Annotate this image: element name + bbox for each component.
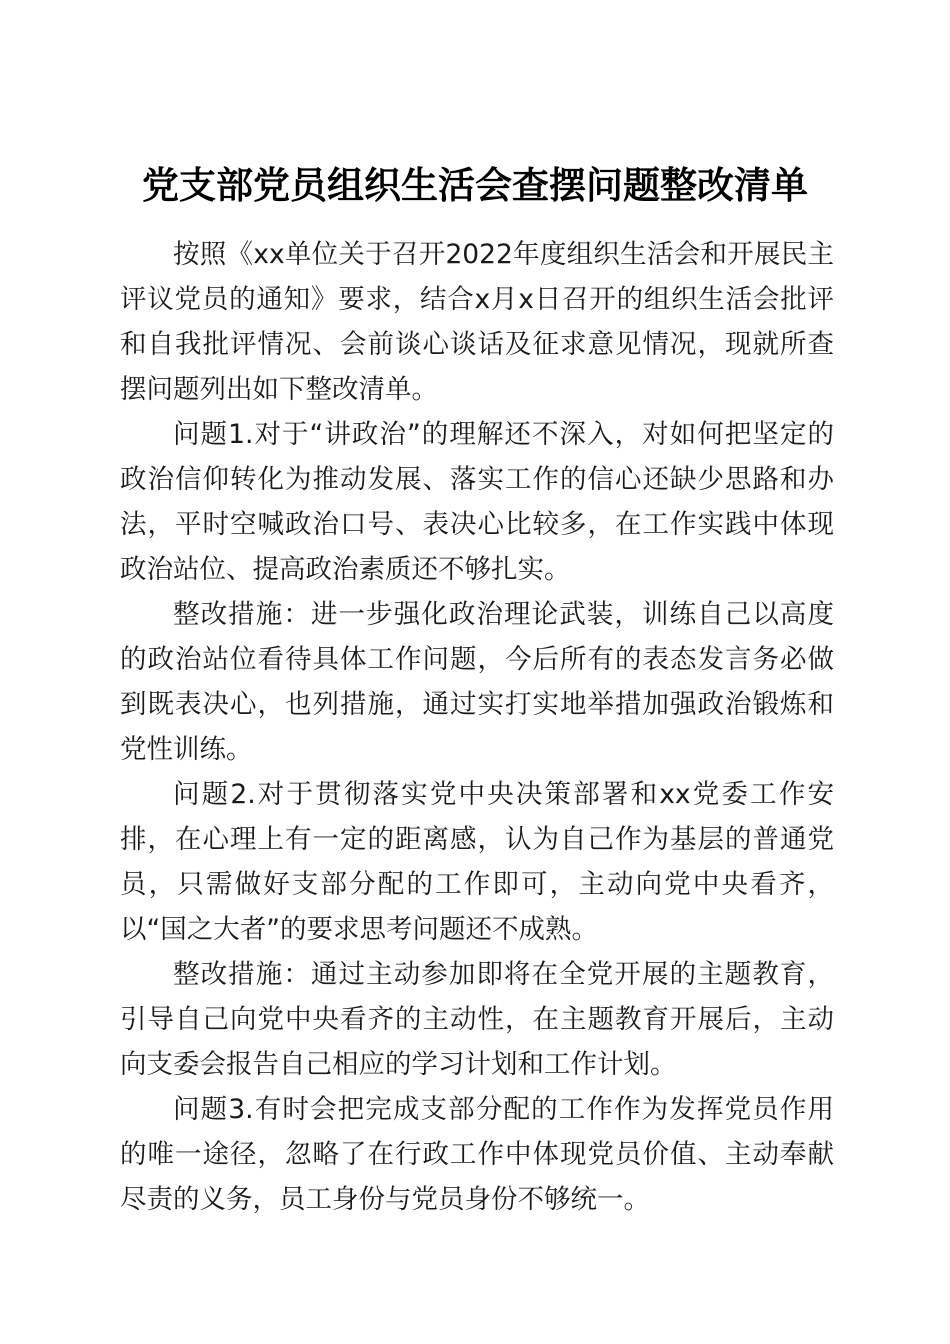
problem-3-paragraph: 问题3.有时会把完成支部分配的工作作为发挥党员作用的唯一途径，忽略了在行政工作中体现党员价值、主动奉献尽责的义务，员工身份与党员身份不够统一。 [120,1094,834,1215]
problem-2-paragraph: 问题2.对于贯彻落实党中央决策部署和xx党委工作安排，在心理上有一定的距离感，认为自己作为基层的普通党员，只需做好支部分配的工作即可，主动向党中央看齐，以“国之大者”的要求思考问题还不成熟。 [120,779,834,945]
problem-1-paragraph: 问题1.对于“讲政治”的理解还不深入，对如何把坚定的政治信仰转化为推动发展、落实工作的信心还缺少思路和办法，平时空喊政治口号、表决心比较多，在工作实践中体现政治站位、提高政治素质还不够扎实。 [120,419,834,585]
document-title: 党支部党员组织生活会查摆问题整改清单 [142,162,808,207]
measure-1-paragraph: 整改措施：进一步强化政治理论武装，训练自己以高度的政治站位看待具体工作问题，今后所有的表态发言务必做到既表决心，也列措施，通过实打实地举措加强政治锻炼和党性训练。 [120,599,834,765]
intro-paragraph: 按照《xx单位关于召开2022年度组织生活会和开展民主评议党员的通知》要求，结合x月x日召开的组织生活会批评和自我批评情况、会前谈心谈话及征求意见情况，现就所查摆问题列出如下整改清单。 [120,239,834,405]
measure-2-paragraph: 整改措施：通过主动参加即将在全党开展的主题教育，引导自己向党中央看齐的主动性，在主题教育开展后，主动向支委会报告自己相应的学习计划和工作计划。 [120,959,834,1080]
document-body [120,232,834,1222]
